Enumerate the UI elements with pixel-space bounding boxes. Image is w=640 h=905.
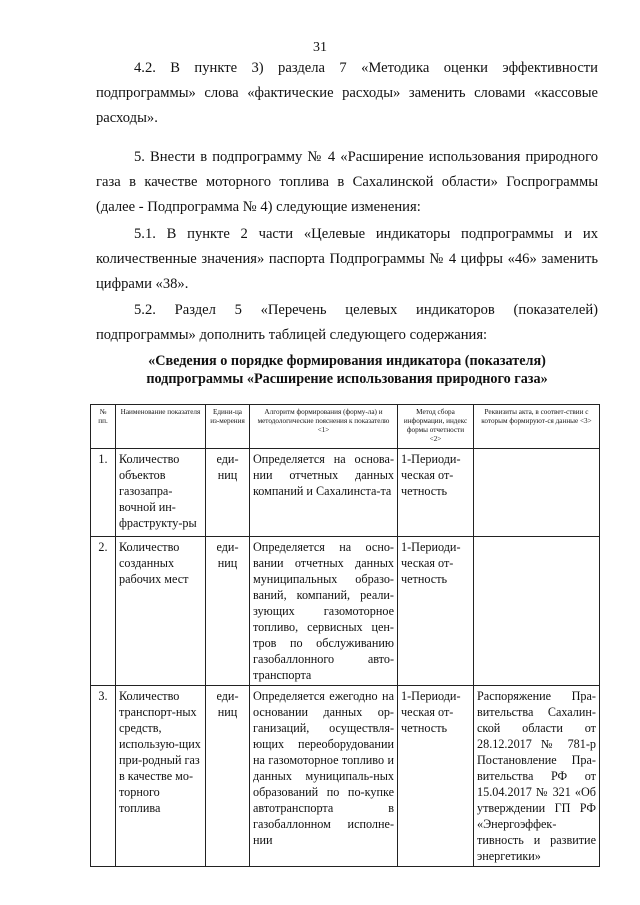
header-unit: Едини-ца из-мерения [206, 405, 250, 449]
header-algorithm: Алгоритм формирования (форму-ла) и методологические пояснения к показателю <1> [250, 405, 398, 449]
table-row [91, 537, 600, 686]
cell-name: Количество транспорт-ных средств, использую-щих при-родный газ в качестве мо-торного топлива [116, 686, 206, 867]
cell-method: 1-Периоди-ческая от-четность [398, 449, 474, 537]
indicator-table [90, 404, 600, 867]
cell-name: Количество объектов газозапра-вочной ин-фраструкту-ры [116, 449, 206, 537]
table-row [91, 449, 600, 537]
cell-requisites: Распоряжение Пра-вительства Сахалин-ской области от 28.12.2017 № 781-р Постановление Пра-вительства РФ от 15.04.2017 № 321 «Об утверждении ГП РФ «Энергоэффек-тивность и развитие энергетики» [474, 686, 600, 867]
cell-method: 1-Периоди-ческая от-четность [398, 686, 474, 867]
cell-algorithm: Определяется ежегодно на основании данных ор-ганизаций, осуществля-ющих переоборудовании на газомоторное топливо и данных муниципаль-ных образований по по-купке автотранспорта в газобаллонном исполне-нии [250, 686, 398, 867]
cell-unit: еди-ниц [206, 686, 250, 867]
page-number: 31 [313, 40, 327, 55]
paragraph-5: 5. Внести в подпрограмму № 4 «Расширение использования природного газа в качестве моторного топлива в Сахалинской области» Госпрограммы (далее - Подпрограмма № 4) следующие изменения: [96, 149, 598, 215]
cell-method: 1-Периоди-ческая от-четность [398, 537, 474, 686]
header-name: Наименование показателя [116, 405, 206, 449]
cell-requisites [474, 449, 600, 537]
cell-num: 3. [91, 686, 116, 867]
cell-num: 2. [91, 537, 116, 686]
cell-algorithm: Определяется на основа-нии отчетных данных компаний и Сахалинста-та [250, 449, 398, 537]
cell-num: 1. [91, 449, 116, 537]
table-title-line-1: «Сведения о порядке формирования индикатора (показателя) [148, 353, 546, 369]
paragraph-5-2: 5.2. Раздел 5 «Перечень целевых индикаторов (показателей) подпрограммы» дополнить таблицей следующего содержания: [96, 302, 598, 343]
table-header-row [91, 405, 600, 449]
cell-algorithm: Определяется на осно-вании отчетных данных муниципальных образо-ваний, компаний, реали-зующих газомоторное топливо, сервисных цен-тров по обслуживанию газобаллонного авто-транспорта [250, 537, 398, 686]
header-requisites: Реквизиты акта, в соответ-ствии с которым формируют-ся данные <3> [474, 405, 600, 449]
paragraph-4-2: 4.2. В пункте 3) раздела 7 «Методика оценки эффективности подпрограммы» слова «фактические расходы» заменить словами «кассовые расходы». [96, 60, 598, 126]
cell-unit: еди-ниц [206, 537, 250, 686]
header-num: № пп. [91, 405, 116, 449]
header-method: Метод сбора информации, индекс формы отчетности <2> [398, 405, 474, 449]
table-title-line-2: подпрограммы «Расширение использования природного газа» [146, 371, 548, 387]
cell-name: Количество созданных рабочих мест [116, 537, 206, 686]
table-title [96, 352, 598, 388]
cell-unit: еди-ниц [206, 449, 250, 537]
table-row [91, 686, 600, 867]
paragraph-5-1: 5.1. В пункте 2 части «Целевые индикаторы подпрограммы и их количественные значения» паспорта Подпрограммы № 4 цифры «46» заменить цифрами «38». [96, 226, 598, 292]
cell-requisites [474, 537, 600, 686]
